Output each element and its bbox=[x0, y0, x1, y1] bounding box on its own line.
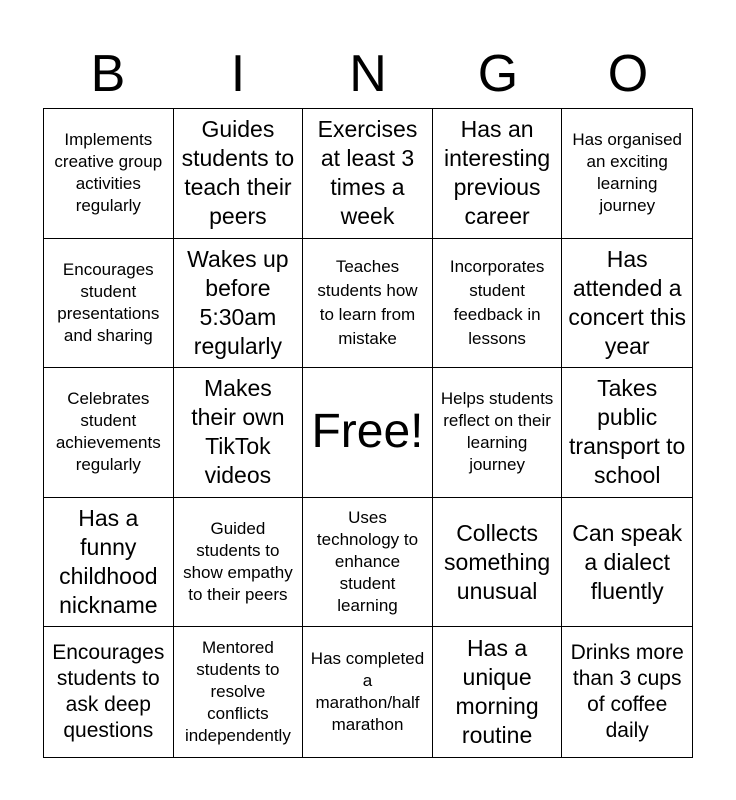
cell-text: Guides students to teach their peers bbox=[181, 116, 295, 230]
cell-text: Wakes up before 5:30am regularly bbox=[187, 245, 289, 359]
cell-text: Encourages students to ask deep questions bbox=[52, 641, 165, 743]
cell-text: Has completed a marathon/half marathon bbox=[310, 649, 425, 735]
bingo-cell[interactable] bbox=[433, 368, 563, 498]
cell-text: Has organised an exciting learning journey bbox=[572, 130, 682, 216]
bingo-cell[interactable] bbox=[433, 239, 563, 369]
bingo-cell[interactable] bbox=[433, 498, 563, 628]
cell-text: Collects something unusual bbox=[444, 519, 551, 604]
cell-text: Exercises at least 3 times a week bbox=[317, 116, 418, 230]
bingo-cell[interactable] bbox=[174, 239, 304, 369]
bingo-cell[interactable] bbox=[562, 368, 692, 498]
cell-text: Can speak a dialect fluently bbox=[572, 519, 683, 604]
cell-text: Has a funny childhood nickname bbox=[59, 505, 158, 619]
bingo-cell[interactable] bbox=[174, 627, 304, 757]
cell-text: Teaches students how to learn from mistake bbox=[317, 256, 418, 348]
free-space-cell[interactable] bbox=[303, 368, 433, 498]
free-space-text: Free! bbox=[311, 405, 424, 459]
bingo-cell[interactable] bbox=[562, 627, 692, 757]
bingo-header bbox=[43, 40, 693, 108]
bingo-cell[interactable] bbox=[303, 627, 433, 757]
bingo-cell[interactable] bbox=[44, 109, 174, 239]
cell-text: Encourages student presentations and sharing bbox=[57, 259, 160, 345]
cell-text: Uses technology to enhance student learning bbox=[316, 508, 419, 616]
cell-text: Mentored students to resolve conflicts independently bbox=[184, 638, 291, 746]
bingo-cell[interactable] bbox=[562, 498, 692, 628]
bingo-cell[interactable] bbox=[44, 368, 174, 498]
bingo-cell[interactable] bbox=[433, 109, 563, 239]
bingo-grid bbox=[43, 108, 693, 758]
bingo-cell[interactable] bbox=[562, 109, 692, 239]
cell-text: Has a unique morning routine bbox=[455, 635, 539, 749]
cell-text: Implements creative group activities regularly bbox=[54, 130, 163, 216]
cell-text: Drinks more than 3 cups of coffee daily bbox=[570, 641, 684, 743]
cell-text: Incorporates student feedback in lessons bbox=[449, 256, 545, 348]
bingo-cell[interactable] bbox=[562, 239, 692, 369]
cell-text: Has attended a concert this year bbox=[568, 245, 686, 359]
header-letter-b: B bbox=[90, 45, 126, 103]
bingo-cell[interactable] bbox=[44, 627, 174, 757]
cell-text: Guided students to show empathy to their peers bbox=[183, 519, 293, 605]
bingo-cell[interactable] bbox=[303, 239, 433, 369]
cell-text: Takes public transport to school bbox=[569, 375, 686, 489]
bingo-cell[interactable] bbox=[174, 368, 304, 498]
bingo-cell[interactable] bbox=[174, 498, 304, 628]
header-letter-o: O bbox=[607, 45, 649, 103]
header-letter-g: G bbox=[477, 45, 519, 103]
cell-text: Makes their own TikTok videos bbox=[191, 375, 285, 489]
cell-text: Has an interesting previous career bbox=[444, 116, 551, 230]
cell-text: Helps students reflect on their learning journey bbox=[440, 389, 554, 475]
header-letter-n: N bbox=[349, 45, 387, 103]
header-letter-i: I bbox=[230, 45, 246, 103]
bingo-cell[interactable] bbox=[44, 498, 174, 628]
cell-text: Celebrates student achievements regularly bbox=[55, 389, 161, 475]
bingo-cell[interactable] bbox=[303, 109, 433, 239]
bingo-cell[interactable] bbox=[44, 239, 174, 369]
bingo-cell[interactable] bbox=[303, 498, 433, 628]
bingo-cell[interactable] bbox=[174, 109, 304, 239]
bingo-cell[interactable] bbox=[433, 627, 563, 757]
